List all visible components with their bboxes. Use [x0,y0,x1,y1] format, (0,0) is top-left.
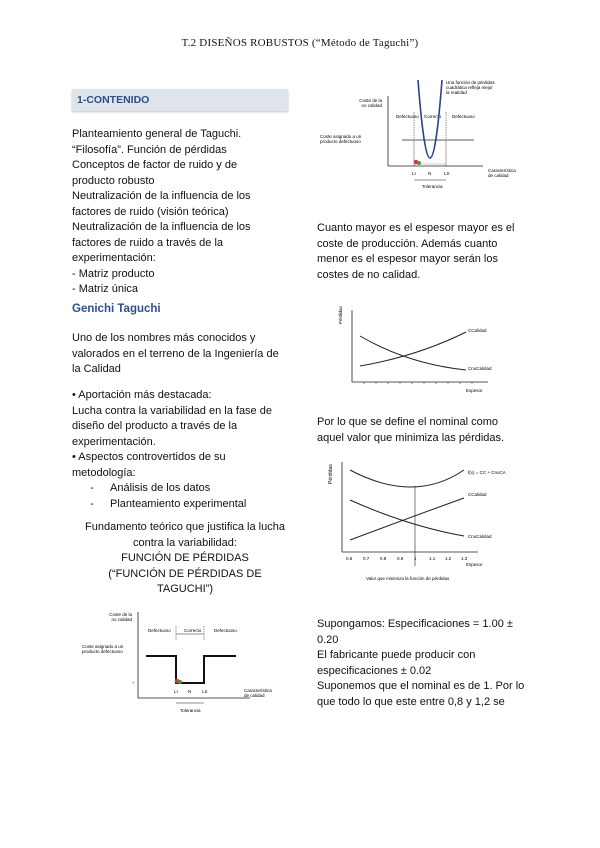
nonquality-cost-curve [350,500,464,536]
fundamento-line: TAGUCHI”) [156,583,213,595]
note-line: cuadrática refleja mejor [446,85,493,90]
cost-line: coste de producción. Además cuanto [317,237,498,250]
point-line: • Aspectos controvertidos de su [72,451,226,463]
contents-line: experimentación: [72,252,156,264]
contents-line: - Matriz única [72,283,139,295]
level-label: Coste asignado a un [82,644,124,649]
xlabel-line: Característica [244,688,272,693]
cost-line: costes de no calidad. [317,268,421,281]
nominal-paragraph [317,415,547,446]
cost-line: Cuanto mayor es el espesor mayor es el [317,222,515,234]
step-reference [414,140,446,164]
xlabel-line: Característica [488,168,516,173]
chart-ylabel: Pérdidas [338,306,343,324]
spec-line: El fabricante puede producir con [317,649,476,661]
contents-line: “Filosofía”. Función de pérdidas [72,143,227,156]
step-loss-diagram [80,608,280,720]
x-tick: 1 [414,556,417,561]
step-loss-curve [146,656,236,683]
green-marker [178,680,182,684]
taguchi-heading: Genichi Taguchi [72,303,161,315]
x-tick: LI [412,171,416,176]
sub-item: - Análisis de los datos [72,481,302,497]
spec-paragraph [317,617,547,710]
quality-cost-curve [350,498,464,540]
region-label: Defectuoso [148,628,171,633]
axis-arrow-mark: › [132,680,134,686]
tolerance-label: Tolerancia [422,184,443,189]
point-line: • Aportación más destacada: [72,389,212,401]
region-label: Defectuoso [396,114,419,119]
series-label-up: CCalidad [468,328,487,333]
cost-paragraph [317,221,547,283]
green-marker [417,161,421,165]
spec-line: Supongamos: Especificaciones = 1.00 ± [317,618,513,630]
spec-line: Suponemos que el nominal es de 1. Por lo [317,680,525,692]
nominal-chart [318,456,532,586]
xlabel-line: de calidad [244,693,265,698]
x-tick: 1.1 [429,556,436,561]
point-line: metodología: [72,466,136,479]
spec-line: que todo lo que este entre 0,8 y 1,2 se [317,695,505,708]
x-tick: N [188,689,192,694]
x-tick: 0.8 [380,556,387,561]
quadratic-loss-curve [418,80,442,158]
series-label-total: f(x) = CC + CnoCA [468,470,506,475]
intro-line: la Calidad [72,363,121,375]
nominal-line: Por lo que se define el nominal como [317,416,498,428]
parabolic-loss-diagram [318,76,530,194]
x-tick: 1.3 [461,556,468,561]
region-label: Defectuoso [214,628,237,633]
tolerance-label: Tolerancia [180,708,201,713]
intro-line: Uno de los nombres más conocidos y [72,332,256,344]
section-heading-box [72,89,288,111]
xlabel-line: de calidad [488,173,509,178]
section-heading: 1-CONTENIDO [77,94,150,106]
point-line: experimentación. [72,435,156,448]
contents-line: Neutralización de la influencia de los [72,221,251,233]
level-label: producto defectuoso [320,139,361,144]
ylabel-line: no calidad [361,103,382,108]
fundamento-block [72,520,298,598]
x-tick: 0.7 [363,556,370,561]
contents-line: Conceptos de factor de ruido y de [72,159,238,171]
fundamento-line: Fundamento teórico que justifica la lucha [85,521,285,533]
x-tick: LS [444,171,450,176]
point-line: Lucha contra la variabilidad en la fase de [72,404,272,417]
spec-line: especificaciones ± 0.02 [317,664,432,677]
level-label: Coste asignado a un [320,134,362,139]
sub-item-list [72,481,302,512]
contents-line: factores de ruido (visión teórica) [72,205,229,218]
x-tick: 0.9 [397,556,404,561]
page-title: T.2 DISEÑOS ROBUSTOS (“Método de Taguchi”) [181,37,419,49]
nominal-line: aquel valor que minimiza las pérdidas. [317,431,505,444]
contents-line: factores de ruido a través de la [72,236,224,249]
note-line: la realidad [446,90,467,95]
ylabel-line: Coste de la [359,98,382,103]
contents-line: producto robusto [72,174,155,187]
chart-xlabel: Espesor [466,562,483,567]
contents-line: Planteamiento general de Taguchi. [72,128,242,140]
point-line: diseño del producto a través de la [72,420,238,432]
note-line: Una función de pérdidas [446,80,495,85]
fundamento-line: contra la variabilidad: [133,536,237,549]
sub-item: - Planteamiento experimental [72,497,302,513]
contents-list [72,127,302,298]
quality-cost-curve [360,332,466,366]
chart-caption: Valor que minimiza la función de pérdidas [366,576,450,581]
x-tick: N [428,171,432,176]
region-label: Correcto [424,114,442,119]
spec-line: 0.20 [317,633,339,646]
fundamento-line: (“FUNCIÓN DE PÉRDIDAS DE [108,567,262,580]
x-tick: LI [174,689,178,694]
ylabel-line: Coste de la [109,612,132,617]
series-label-down: CnoCalidad [468,534,492,539]
level-label: producto defectuoso [82,649,123,654]
chart-ylabel: Pérdidas [328,464,334,484]
cost-line: menor es el espesor mayor serán los [317,253,498,265]
x-tick: 1.2 [445,556,452,561]
taguchi-intro [72,331,302,378]
total-loss-curve [350,470,464,487]
ylabel-line: no calidad [111,617,132,622]
contents-line: - Matriz producto [72,267,155,280]
x-tick: 0.6 [346,556,353,561]
contents-line: Neutralización de la influencia de los [72,190,251,202]
fundamento-line: FUNCIÓN DE PÉRDIDAS [121,552,249,564]
series-label-up: CCalidad [468,492,487,497]
region-label: Defectuoso [452,114,475,119]
series-label-down: CnoCalidad [468,366,492,371]
region-label: Correcto [184,628,202,633]
intro-line: valorados en el terreno de la Ingeniería de [72,347,279,360]
chart-xlabel: Espesor [466,388,483,393]
taguchi-points [72,388,302,512]
cost-curves-chart [338,306,498,398]
x-tick: LS [202,689,208,694]
